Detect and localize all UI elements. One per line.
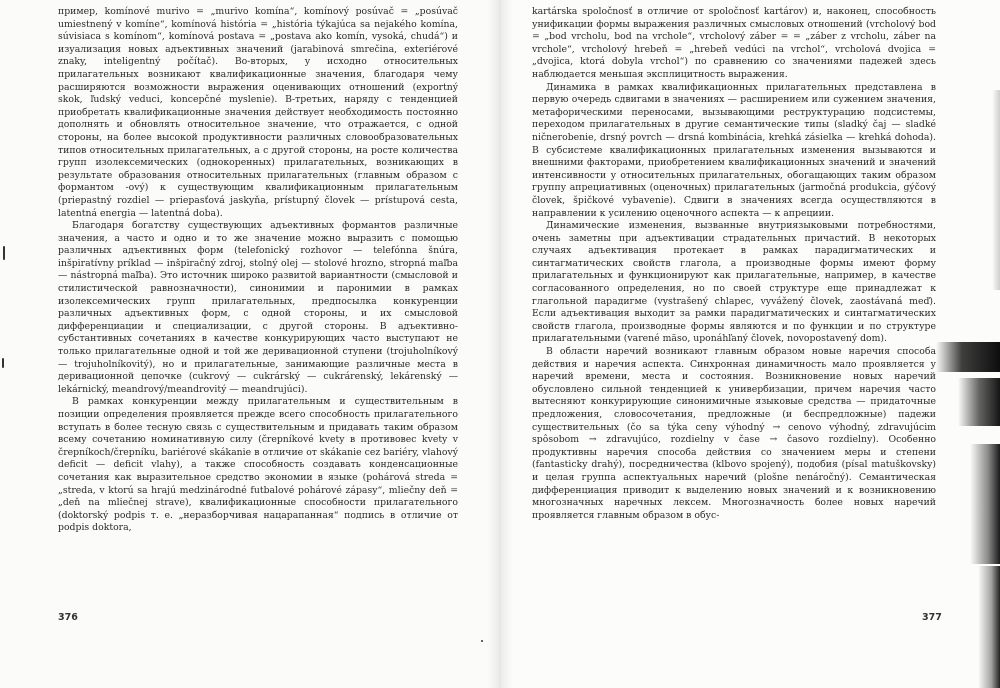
right-text-column bbox=[532, 6, 936, 606]
scan-edge-shadow bbox=[958, 378, 1000, 426]
right-page bbox=[500, 0, 1000, 688]
scan-edge-shadow bbox=[936, 342, 1000, 372]
paragraph: пример, komínové murivo = „murivo komína“, komínový posúvač = „posúvač umiestnený v komíne“, komínová história = „história týkajúca sa nejakého komína, súvisiaca s komínom“, komínová postava = „postava ako komín, vysoká, chudá“) и изуализация новых адъективных значений (jarabinová smrečina, exteriérové znaky, inteligentný počítač). Во-вторых, у исходно относительных прилагательных возникают квалификационные значения, благодаря чему расширяются возможности выражения оценивающих отношений (exportný skok, ľudský veduci, koncepčné myslenie). В-третьих, наряду с тенденцией приобретать квалификационные значения действует необходимость постоянно дополнять и обновлять относительное значение, что отражается, с одной стороны, на более высокой продуктивности различных словообразовательных типов относительных прилагательных, а с другой стороны, на росте количества групп изолексемических (однокоренных) прилагательных, возникающих в результате образования относительных прилагательных (главным образом с формантом -ový) к существующим квалификационным прилагательным (priepastný rozdiel — priepasťová jaskyňa, prístupný človek — prístupová cesta, latentná energia — latentná doba). bbox=[58, 6, 458, 219]
paragraph: В рамках конкуренции между прилагательным и существительным в позиции определения проявляется прежде всего способность прилагательного вступать в более тесную связь с существительным и придавать таким образом всему сочетанию номинативную силу (črepníkové kvety в противовес kvety v črepníkoch/črepníku, bariérové skákanie в отличие от skákanie cez bariéry, vlahový deficit — deficit vlahy), а также способность создавать конденсационные сочетания как выразительное средство экономии в языке (pohárová streda = „streda, v ktorú sa hrajú medzinárodné futbalové pohárové zápasy“, mliečny deň = „deň na mliečnej strave), квалификационные способности прилагательного (doktorský podpis т. е. „неразборчивая нацарапанная“ подпись в отличие от podpis doktora, bbox=[58, 396, 458, 534]
scan-speck bbox=[481, 640, 483, 642]
paragraph: Благодаря богатству существующих адъективных формантов различные значения, а часто и одно и то же значение можно выразить с помощью различных адъективных форм (telefonický rozhovor — telefónna šnúra, inšpiratívny príklad — inšpiračný zdroj, stolný olej — stolové hrozno, stropná maľba — nástropná maľba). Это источник широко развитой вариантности (смысловой и стилистической равнозначности), синонимии и паронимии в рамках изолексемических групп прилагательных, предпосылка конкуренции различных адъективных форм, с одной стороны, и их смысловой дифференциации и специализации, с другой стороны. В адъективно-субстантивных сочетаниях в качестве конкурирующих часто выступают не только прилагательные одной и той же деривационной ступени (trojuholníkový — trojuholníkovitý), но и прилагательные, занимающие различные места в деривационной цепочке (cukrový — cukrárský — cukrárenský, lekárenský — lekárnický, meandrový/meandrovitý — meandrujúci). bbox=[58, 220, 458, 395]
paragraph: kartárska spoločnosť в отличие от spoločnosť kartárov) и, наконец, способность унификации формы выражения различных смысловых отношений (vrcholový bod = „bod vrcholu, bod na vrchole“, vrcholový záber = = „záber z vrcholu, záber na vrchole“, vrcholový hrebeň = „hrebeň vedúci na vrchol“, vrcholová dvojica = „dvojica, ktorá dobyla vrchol“) по сравнению со значениями падежей здесь наблюдается меньшая эксплицитность выражения. bbox=[532, 6, 936, 80]
scan-edge-shadow bbox=[992, 90, 1000, 290]
page-number-right: 377 bbox=[922, 612, 942, 623]
left-text-column bbox=[58, 6, 458, 606]
paragraph: Динамика в рамках квалификационных прилагательных представлена в первую очередь сдвигами в значениях — расширением или сужением значения, метафорическими переносами, вызывающими реструктурацию подсистемы, переходом прилагательных в другие семантические типы (sladký čaj — sladké ničnerobenie, drsný povrch — drsná kombinácia, krehká zásielka — krehká dohoda). В субсистеме квалификационных прилагательных изменения вызываются и внешними факторами, приобретением квалификационных значений и значений интенсивности у относительных прилагательных, обогащающих таким образом группу апрециативных (оценочных) прилагательных (jarmočná produkcia, gýčový človek, špičkové vybavenie). Сдвиги в значениях всегда осуществляются в направлении к усилению оценочного аспекта — к апрециии. bbox=[532, 81, 936, 219]
scan-edge-shadow bbox=[970, 444, 1000, 564]
book-gutter bbox=[487, 0, 513, 688]
scan-speck bbox=[3, 246, 5, 260]
paragraph: Динамические изменения, вызванные внутриязыковыми потребностями, очень заметны при адъективации страдательных причастий. В некоторых случаях адъективация протекает в рамках парадигматических и синтагматических свойств глагола, а производные формы имеют форму прилагательных и функционируют как прилагательные, например, в качестве согласованного определения, но по своей структуре еще принадлежат к глагольной парадигме (vystrašený chlapec, vyvážený človek, zaostávaná meď). Если адъективация выходит за рамки парадигматических и синтагматических свойств глагола, производные формы являются и по функции и по структуре прилагательными (varené mäso, uponáhľaný človek, novopostavený dom). bbox=[532, 220, 936, 345]
scan-speck bbox=[2, 358, 4, 368]
page-number-left: 376 bbox=[58, 612, 78, 623]
scan-edge-shadow bbox=[978, 566, 1000, 688]
paragraph: В области наречий возникают главным образом новые наречия способа действия и наречия аспекта. Синхронная динамичность мало проявляется у наречий времени, места и состояния. Возникновение новых наречий обусловлено сильной тенденцией к универбизации, причем наречия часто вытесняют конкурирующие синонимичные языковые средства — придаточные предложения, словосочетания, предложные (и беспредложные) падежи существительных (čo sa týka ceny výhodný → cenovo výhodný, zdravujúcim spôsobom → zdravujúco, rozdielny v čase → časovo rozdielny). Особенно продуктивны наречия способа действия со значением меры и степени (fantasticky drahý), посредничества (klbovo spojený), подобия (písal matuškovsky) и целая группа аспектуальных наречий (plošne nenáročný). Семантическая дифференциация приводит к выделению новых значений и к возникновению многозначных наречных лексем. Многозначность более новых наречий проявляется главным образом в обус- bbox=[532, 346, 936, 521]
